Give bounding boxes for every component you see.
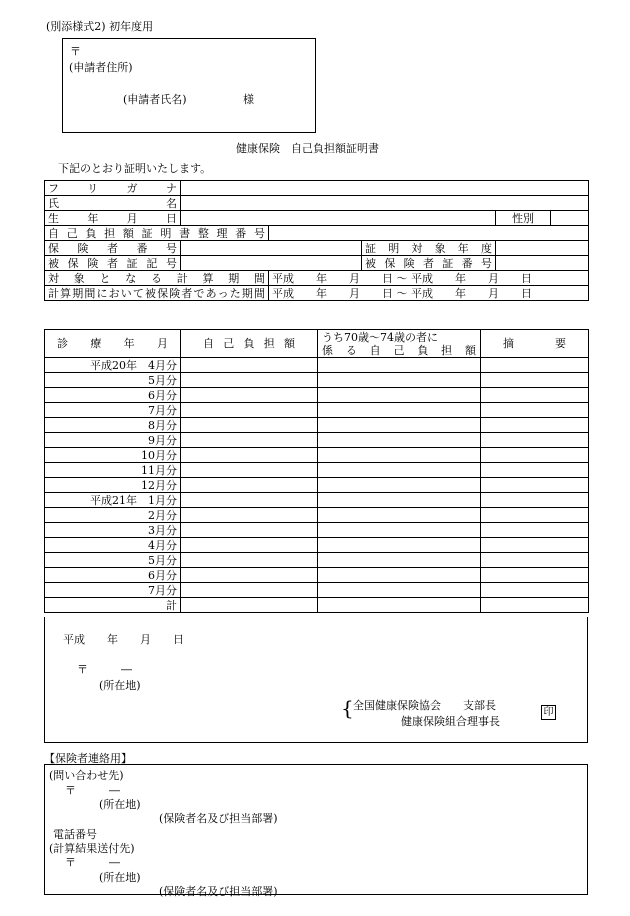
- calc-period-value[interactable]: 平成 年 月 日 ～ 平成 年 月 日: [269, 271, 589, 286]
- insured-period-value[interactable]: 平成 年 月 日 ～ 平成 年 月 日: [269, 286, 589, 301]
- remarks-cell[interactable]: [481, 448, 589, 463]
- self-pay-cell[interactable]: [181, 433, 318, 448]
- remarks-cell[interactable]: [481, 433, 589, 448]
- age70-cell[interactable]: [318, 388, 481, 403]
- insurer-number-label: 保険者番号: [45, 241, 181, 256]
- table-row: [45, 373, 589, 388]
- table-row: [45, 553, 589, 568]
- target-year-label: 証明対象年度: [362, 241, 496, 256]
- self-pay-cell[interactable]: [181, 358, 318, 373]
- birthdate-label: 生年月日: [45, 211, 181, 226]
- form-title: (別添様式2) 初年度用: [46, 20, 154, 33]
- month-label: 9月分: [45, 433, 181, 448]
- self-pay-cell[interactable]: [181, 538, 318, 553]
- month-label: 8月分: [45, 418, 181, 433]
- inquiry-postal: 〒 ―: [65, 784, 120, 797]
- table-row: [45, 508, 589, 523]
- insured-number-value[interactable]: [496, 256, 589, 271]
- remarks-cell[interactable]: [481, 358, 589, 373]
- self-pay-cell[interactable]: [181, 493, 318, 508]
- age70-cell[interactable]: [318, 418, 481, 433]
- table-row: [45, 433, 589, 448]
- remarks-header: 摘要: [481, 330, 589, 358]
- table-row: [45, 478, 589, 493]
- remarks-cell[interactable]: [481, 463, 589, 478]
- self-pay-cell[interactable]: [181, 508, 318, 523]
- insured-period-label: 計算期間において被保険者であった期間: [45, 286, 269, 301]
- remarks-cell[interactable]: [481, 418, 589, 433]
- table-row: [45, 523, 589, 538]
- age70-cell[interactable]: [318, 523, 481, 538]
- remarks-cell[interactable]: [481, 388, 589, 403]
- self-pay-cell[interactable]: [181, 388, 318, 403]
- result-insurer-name: (保険者名及び担当部署): [159, 885, 278, 898]
- intro-text: 下記のとおり証明いたします。: [58, 162, 212, 175]
- age70-cell[interactable]: [318, 358, 481, 373]
- self-pay-cell[interactable]: [181, 418, 318, 433]
- age70-header: [318, 330, 481, 358]
- table-row: [45, 568, 589, 583]
- month-label: 平成20年 4月分: [45, 358, 181, 373]
- age70-cell[interactable]: [318, 583, 481, 598]
- table-row: [45, 388, 589, 403]
- target-year-value[interactable]: [496, 241, 589, 256]
- month-label: 11月分: [45, 463, 181, 478]
- issue-date: 平成 年 月 日: [63, 633, 184, 646]
- honorific: 様: [243, 93, 254, 106]
- table-row: [45, 358, 589, 373]
- self-pay-cell[interactable]: [181, 403, 318, 418]
- age70-cell[interactable]: [318, 463, 481, 478]
- remarks-cell[interactable]: [481, 538, 589, 553]
- remarks-cell[interactable]: [481, 598, 589, 613]
- self-pay-cell[interactable]: [181, 448, 318, 463]
- insurer-number-value[interactable]: [181, 241, 362, 256]
- age70-cell[interactable]: [318, 553, 481, 568]
- issuer-postal: 〒 ―: [77, 663, 132, 676]
- contact-box: [44, 764, 588, 898]
- table-row: [45, 418, 589, 433]
- month-label: 平成21年 1月分: [45, 493, 181, 508]
- applicant-name-label: (申請者氏名): [123, 93, 187, 106]
- calc-period-label: 対象となる計算期間: [45, 271, 269, 286]
- name-value[interactable]: [181, 196, 589, 211]
- month-label: 12月分: [45, 478, 181, 493]
- age70-header-line2: 係る自己負担額: [322, 343, 476, 357]
- age70-cell[interactable]: [318, 403, 481, 418]
- applicant-address-label: (申請者住所): [69, 61, 133, 74]
- birthdate-value[interactable]: [181, 211, 496, 226]
- age70-cell[interactable]: [318, 478, 481, 493]
- self-pay-cell[interactable]: [181, 568, 318, 583]
- age70-cell[interactable]: [318, 508, 481, 523]
- cert-number-value[interactable]: [269, 226, 589, 241]
- table-row: [45, 598, 589, 613]
- furigana-label: フリガナ: [45, 181, 181, 196]
- month-label: 6月分: [45, 388, 181, 403]
- self-pay-header: 自己負担額: [181, 330, 318, 358]
- remarks-cell[interactable]: [481, 568, 589, 583]
- gender-label: 性別: [496, 211, 551, 226]
- result-location: (所在地): [99, 871, 141, 884]
- insured-number-label: 被保険者証番号: [362, 256, 496, 271]
- applicant-address-box: [62, 38, 316, 133]
- seal-icon: 印: [541, 705, 556, 720]
- inquiry-label: (問い合わせ先): [49, 769, 124, 782]
- issuer-org1: 全国健康保険協会 支部長: [353, 699, 496, 712]
- month-header: 診療年月: [45, 330, 181, 358]
- remarks-cell[interactable]: [481, 403, 589, 418]
- self-pay-cell[interactable]: [181, 583, 318, 598]
- month-label: 6月分: [45, 568, 181, 583]
- result-postal: 〒 ―: [65, 856, 120, 869]
- month-label: 2月分: [45, 508, 181, 523]
- age70-cell[interactable]: [318, 598, 481, 613]
- age70-cell[interactable]: [318, 568, 481, 583]
- brace-icon: {: [341, 696, 354, 720]
- age70-cell[interactable]: [318, 433, 481, 448]
- remarks-cell[interactable]: [481, 493, 589, 508]
- table-row: [45, 583, 589, 598]
- month-label: 10月分: [45, 448, 181, 463]
- phone-label: 電話番号: [53, 828, 97, 841]
- result-destination-label: (計算結果送付先): [49, 842, 135, 855]
- self-pay-cell[interactable]: [181, 598, 318, 613]
- self-pay-cell[interactable]: [181, 463, 318, 478]
- month-label: 5月分: [45, 373, 181, 388]
- cert-number-label: 自己負担額証明書整理番号: [45, 226, 269, 241]
- insured-symbol-label: 被保険者証記号: [45, 256, 181, 271]
- document-title: 健康保険 自己負担額証明書: [236, 142, 379, 155]
- gender-value[interactable]: [551, 211, 589, 226]
- remarks-cell[interactable]: [481, 553, 589, 568]
- self-pay-cell[interactable]: [181, 553, 318, 568]
- info-table: [44, 180, 589, 301]
- remarks-cell[interactable]: [481, 478, 589, 493]
- month-label: 計: [45, 598, 181, 613]
- name-label: 氏名: [45, 196, 181, 211]
- postal-mark: 〒: [70, 45, 81, 58]
- age70-cell[interactable]: [318, 373, 481, 388]
- table-row: [45, 403, 589, 418]
- contact-heading: 【保険者連絡用】: [44, 752, 132, 765]
- self-pay-cell[interactable]: [181, 523, 318, 538]
- month-label: 4月分: [45, 538, 181, 553]
- month-label: 5月分: [45, 553, 181, 568]
- table-row: [45, 538, 589, 553]
- age70-header-line1: うち70歳～74歳の者に: [322, 330, 438, 344]
- remarks-cell[interactable]: [481, 508, 589, 523]
- inquiry-insurer-name: (保険者名及び担当部署): [159, 812, 278, 825]
- monthly-table: [44, 329, 589, 613]
- age70-cell[interactable]: [318, 538, 481, 553]
- inquiry-location: (所在地): [99, 798, 141, 811]
- table-row: [45, 463, 589, 478]
- self-pay-cell[interactable]: [181, 373, 318, 388]
- insured-symbol-value[interactable]: [181, 256, 362, 271]
- issuer-org2: 健康保険組合理事長: [401, 715, 500, 728]
- month-label: 7月分: [45, 403, 181, 418]
- age70-cell[interactable]: [318, 493, 481, 508]
- month-label: 7月分: [45, 583, 181, 598]
- table-row: [45, 448, 589, 463]
- table-row: [45, 493, 589, 508]
- issuer-block: [44, 617, 588, 743]
- remarks-cell[interactable]: [481, 373, 589, 388]
- remarks-cell[interactable]: [481, 523, 589, 538]
- remarks-cell[interactable]: [481, 583, 589, 598]
- self-pay-cell[interactable]: [181, 478, 318, 493]
- furigana-value[interactable]: [181, 181, 589, 196]
- issuer-location: (所在地): [99, 679, 141, 692]
- age70-cell[interactable]: [318, 448, 481, 463]
- month-label: 3月分: [45, 523, 181, 538]
